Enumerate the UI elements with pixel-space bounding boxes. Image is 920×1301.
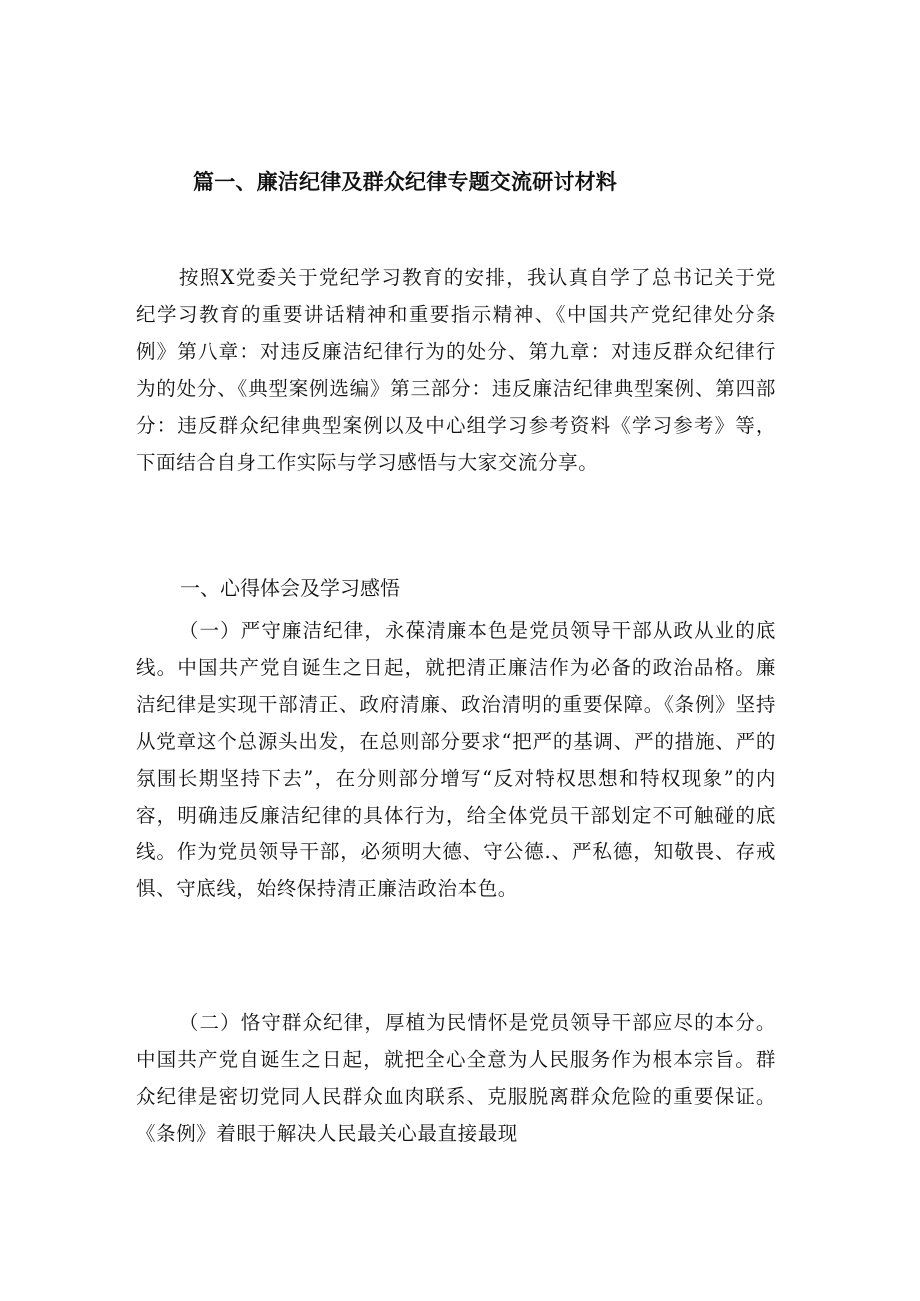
section-heading: 一、心得体会及学习感悟 [180,576,400,600]
body-paragraph-integrity: （一）严守廉洁纪律，永葆清廉本色是党员领导干部从政从业的底线。中国共产党自诞生之日起，就把清正廉洁作为必备的政治品格。廉洁纪律是实现干部清正、政府清廉、政治清明的重要保障。《条例》坚持从党章这个总源头出发，在总则部分要求“把严的基调、严的措施、严的氛围长期坚持下去”，在分则部分增写“反对特权思想和特权现象”的内容，明确违反廉洁纪律的具体行为，给全体党员干部划定不可触碰的底线。作为党员领导干部，必须明大德、守公德.、严私德，知敬畏、存戒惧、守底线，始终保持清正廉洁政治本色。 [136,619,776,901]
intro-paragraph: 按照X党委关于党纪学习教育的安排，我认真自学了总书记关于党纪学习教育的重要讲话精神和重要指示精神、《中国共产党纪律处分条例》第八章：对违反廉洁纪律行为的处分、第九章：对违反群众纪律行为的处分、《典型案例选编》第三部分：违反廉洁纪律典型案例、第四部分：违反群众纪律典型案例以及中心组学习参考资料《学习参考》等，下面结合自身工作实际与学习感悟与大家交流分享。 [136,266,776,474]
document-title: 篇一、廉洁纪律及群众纪律专题交流研讨材料 [193,170,617,194]
body-paragraph-mass-discipline: （二）恪守群众纪律，厚植为民情怀是党员领导干部应尽的本分。中国共产党自诞生之日起，就把全心全意为人民服务作为根本宗旨。群众纪律是密切党同人民群众血肉联系、克服脱离群众危险的重要保证。《条例》着眼于解决人民最关心最直接最现 [136,1011,776,1145]
